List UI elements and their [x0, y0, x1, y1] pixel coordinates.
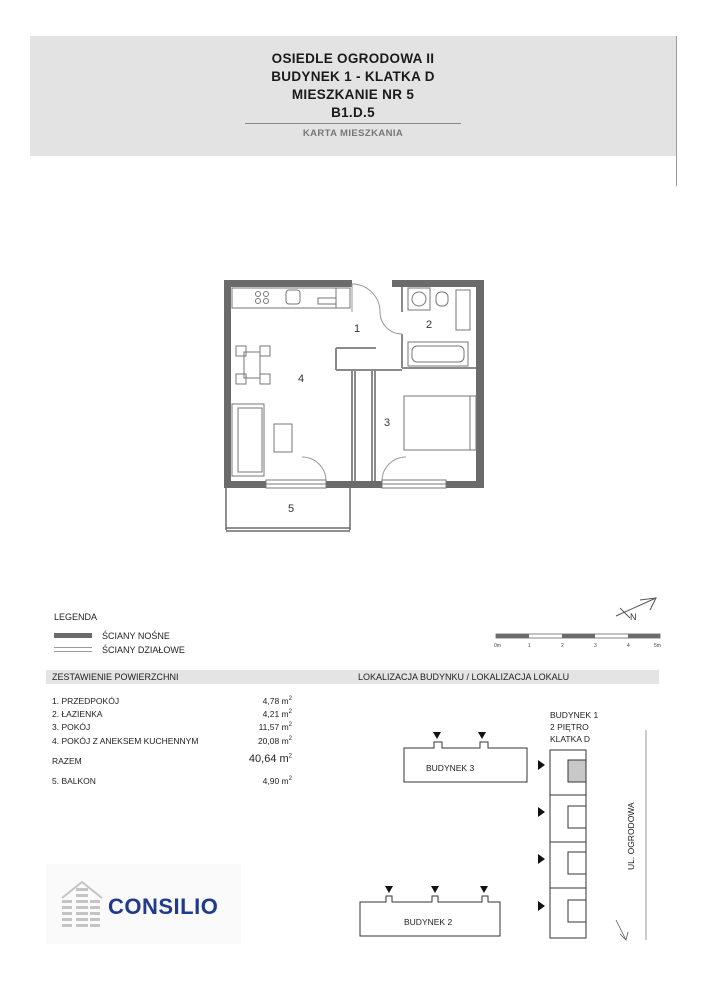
room-label-3: 3 [384, 417, 391, 429]
area-name: 3. POKÓJ [52, 722, 91, 732]
stairwell-label: KLATKA D [550, 734, 590, 744]
scale-label: 0m [494, 643, 501, 649]
partition-walls [336, 287, 476, 481]
location-title: LOKALIZACJA BUDYNKU / LOKALIZACJA LOKALU [358, 672, 570, 682]
logo-text: CONSILIO [108, 894, 219, 919]
building-2-outline [360, 896, 500, 936]
balcony-row [52, 776, 302, 790]
target-unit [568, 760, 586, 782]
scale-label: 4 [627, 643, 630, 649]
floor-label: 2 PIĘTRO [550, 722, 589, 732]
logo-building-icon [60, 880, 104, 930]
building-3-label: BUDYNEK 3 [426, 763, 475, 773]
apartment-code: B1.D.5 [331, 105, 375, 120]
load-bearing-swatch [54, 633, 92, 638]
apartment-number: MIESZKANIE NR 5 [291, 87, 415, 102]
scale-label: 1 [528, 643, 531, 649]
section-bar [46, 670, 659, 684]
area-name: 4. POKÓJ Z ANEKSEM KUCHENNYM [52, 736, 199, 746]
area-value: 20,08 $m^2$ [257, 736, 292, 746]
area-row [52, 722, 302, 736]
room-label-5: 5 [288, 503, 295, 515]
scale-labels [494, 643, 661, 649]
building-2-label: BUDYNEK 2 [404, 917, 453, 927]
area-name: 1. PRZEDPOKÓJ [52, 696, 120, 706]
scale-label: 2 [561, 643, 564, 649]
area-row [52, 736, 302, 750]
legend-title: LEGENDA [54, 612, 98, 622]
partition-swatch [54, 647, 92, 652]
bathroom-fixtures [408, 288, 470, 366]
building-1-label: BUDYNEK 1 [550, 710, 599, 720]
summary-title: ZESTAWIENIE POWIERZCHNI [52, 672, 179, 682]
header-subtitle: KARTA MIESZKANIA [302, 128, 404, 139]
area-total-row [52, 753, 302, 770]
balcony-name: 5. BALKON [52, 776, 96, 786]
room-label-1: 1 [354, 323, 361, 335]
map-north-icon [616, 920, 628, 940]
area-name: 2. ŁAZIENKA [52, 709, 103, 719]
building-3-outline [404, 742, 527, 782]
load-bearing-label: ŚCIANY NOŚNE [102, 631, 170, 641]
company-logo [46, 864, 241, 944]
area-value: 4,21 $m^2$ [262, 709, 292, 719]
area-value: 4,78 $m^2$ [262, 696, 292, 706]
building-stairwell: BUDYNEK 1 - KLATKA D [271, 69, 435, 84]
area-row [52, 696, 302, 710]
room-label-2: 2 [426, 319, 433, 331]
north-label: N [630, 612, 637, 622]
dining-table [236, 346, 270, 384]
partition-label: ŚCIANY DZIAŁOWE [102, 645, 185, 655]
area-row [52, 709, 302, 723]
area-total-name: RAZEM [52, 756, 82, 766]
scale-label: 5m [654, 643, 661, 649]
area-value: 11,57 $m^2$ [258, 722, 292, 732]
bed [404, 396, 476, 450]
scale-bar [496, 634, 660, 638]
area-total-value: 40,64 $m^2$ [248, 753, 292, 765]
scale-label: 3 [594, 643, 597, 649]
street-label: UL. OGRODOWA [626, 802, 636, 870]
estate-name: OSIEDLE OGRODOWA II [271, 51, 435, 66]
kitchen-counter [232, 288, 350, 308]
sofa [232, 404, 292, 476]
balcony-value: 4,90 $m^2$ [262, 776, 292, 786]
room-label-4: 4 [298, 373, 305, 385]
